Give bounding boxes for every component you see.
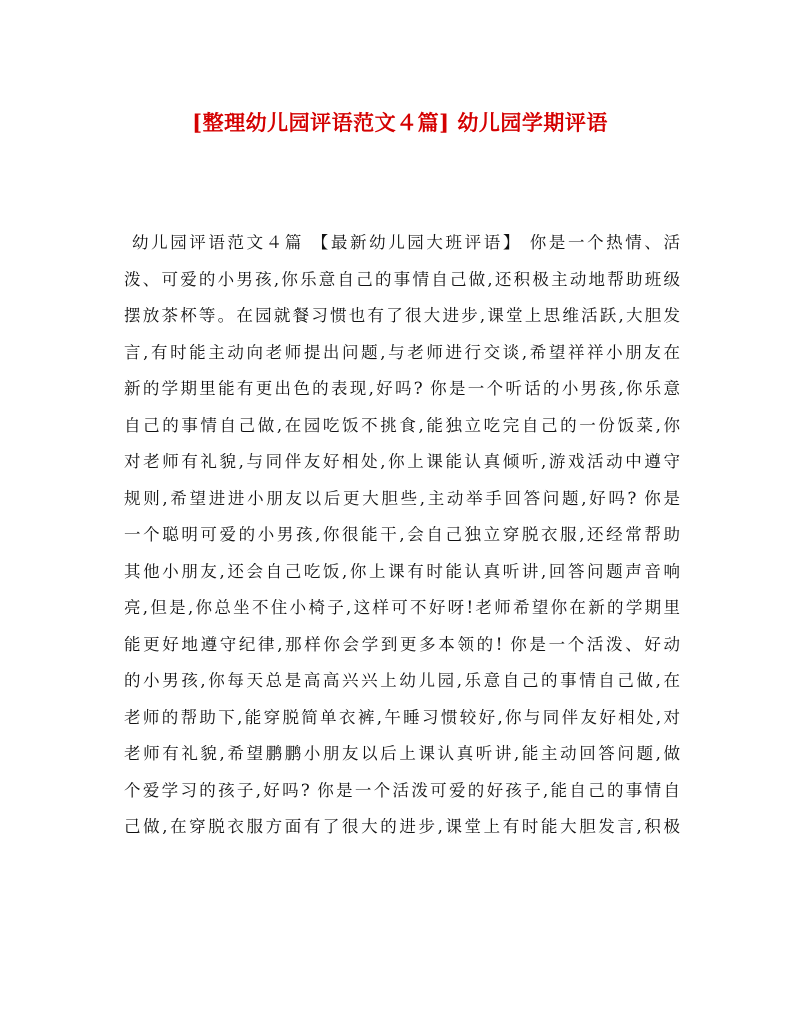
body-line: 言,有时能主动向老师提出问题,与老师进行交谈,希望祥祥小朋友在 — [124, 342, 680, 362]
body-line: 规则,希望进进小朋友以后更大胆些,主动举手回答问题,好吗? 你是 — [124, 488, 680, 508]
body-line: 幼儿园评语范文４篇 【最新幼儿园大班评语】 你是一个热情、活 — [132, 233, 680, 252]
body-line: 老师的帮助下,能穿脱简单衣裤,午睡习惯较好,你与同伴友好相处,对 — [124, 707, 680, 727]
document-body — [124, 225, 680, 846]
body-line: 对老师有礼貌,与同伴友好相处,你上课能认真倾听,游戏活动中遵守 — [124, 452, 680, 471]
body-line: 摆放茶杯等。在园就餐习惯也有了很大进步,课堂上思维活跃,大胆发 — [124, 306, 680, 325]
body-line: 老师有礼貌,希望鹏鹏小朋友以后上课认真听讲,能主动回答问题,做 — [124, 744, 680, 763]
body-line: 新的学期里能有更出色的表现,好吗? 你是一个听话的小男孩,你乐意 — [124, 379, 680, 398]
body-line: 亮,但是,你总坐不住小椅子,这样可不好呀!老师希望你在新的学期里 — [124, 598, 680, 617]
body-line: 己做,在穿脱衣服方面有了很大的进步,课堂上有时能大胆发言,积极 — [124, 817, 680, 836]
body-line: 一个聪明可爱的小男孩,你很能干,会自己独立穿脱衣服,还经常帮助 — [124, 525, 680, 544]
document-title: [整理幼儿园评语范文４篇] 幼儿园学期评语 — [192, 110, 608, 135]
body-line: 的小男孩,你每天总是高高兴兴上幼儿园,乐意自己的事情自己做,在 — [124, 671, 680, 690]
body-line: 个爱学习的孩子,好吗? 你是一个活泼可爱的好孩子,能自己的事情自 — [124, 780, 680, 800]
body-line: 其他小朋友,还会自己吃饭,你上课有时能认真听讲,回答问题声音响 — [124, 561, 680, 581]
body-line: 能更好地遵守纪律,那样你会学到更多本领的! 你是一个活泼、好动 — [124, 634, 680, 654]
body-line: 泼、可爱的小男孩,你乐意自己的事情自己做,还积极主动地帮助班级 — [124, 269, 680, 289]
body-line: 自己的事情自己做,在园吃饭不挑食,能独立吃完自己的一份饭菜,你 — [124, 415, 680, 435]
